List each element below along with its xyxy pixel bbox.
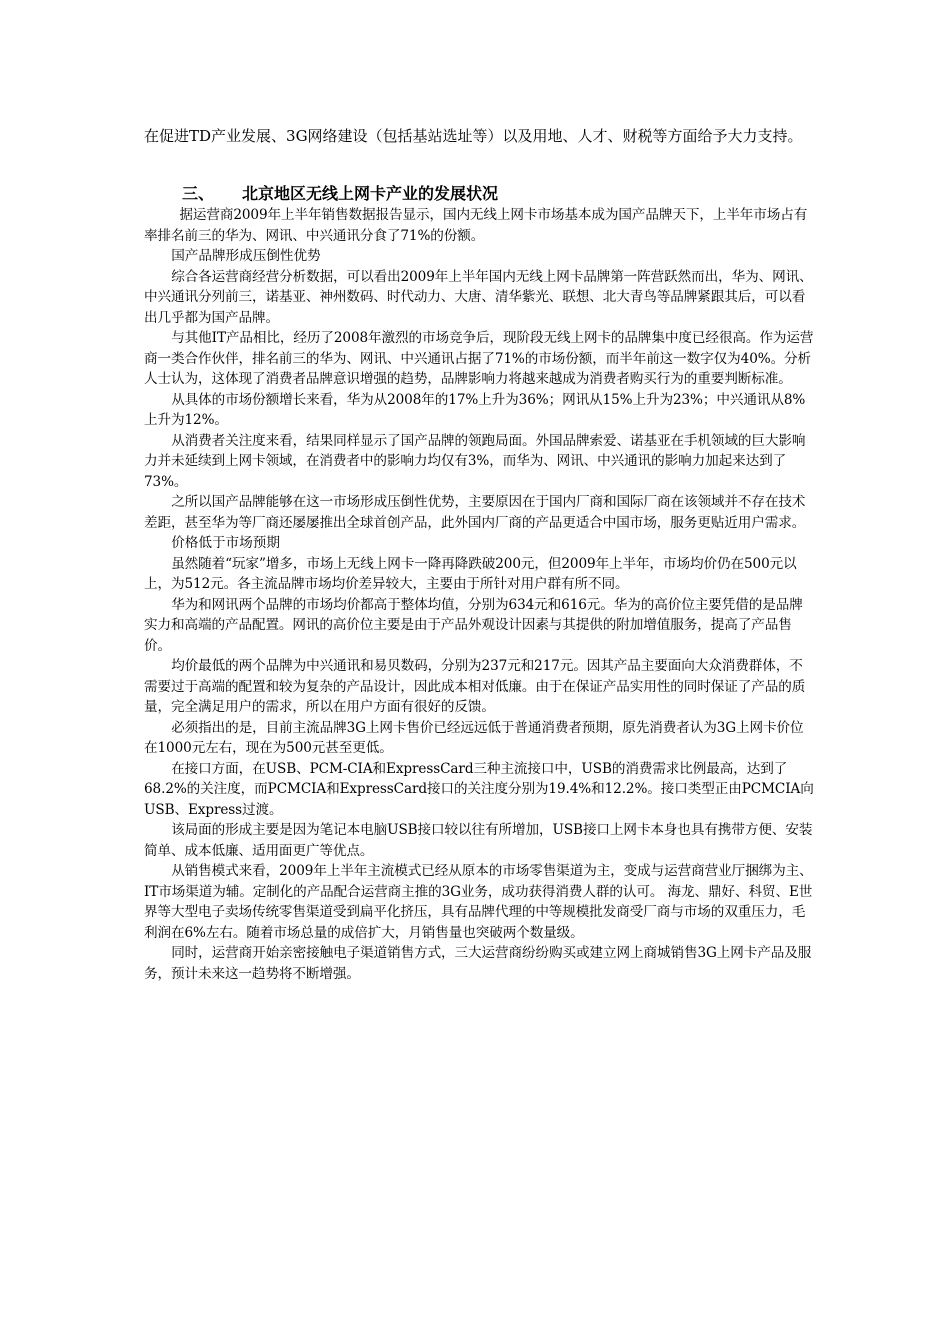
- paragraph: 虽然随着“玩家”增多，市场上无线上网卡一降再降跌破200元，但2009年上半年，市场均价仍在500元以上，为512元。各主流品牌市场均价差异较大，主要由于所针对用户群有所不同。: [144, 555, 797, 592]
- section-heading: [182, 183, 814, 205]
- paragraph: 从消费者关注度来看，结果同样显示了国产品牌的领跑局面。外国品牌索爱、诺基亚在手机领域的巨大影响力并未延续到上网卡领域，在消费者中的影响力均仅有3%，而华为、网讯、中兴通讯的影响力加起来达到了73%。: [144, 432, 806, 490]
- paragraph: 据运营商2009年上半年销售数据报告显示，国内无线上网卡市场基本成为国产品牌天下，上半年市场占有率排名前三的华为、网讯、中兴通讯分食了71%的份额。: [144, 207, 808, 244]
- section-body: [144, 205, 814, 984]
- paragraph: 必须指出的是，目前主流品牌3G上网卡售价已经远远低于普通消费者预期，原先消费者认为3G上网卡价位在1000元左右，现在为500元甚至更低。: [144, 719, 804, 756]
- section-title: 北京地区无线上网卡产业的发展状况: [242, 184, 499, 203]
- subheading: 价格低于市场预期: [171, 535, 280, 551]
- paragraph: 与其他IT产品相比，经历了2008年激烈的市场竞争后，现阶段无线上网卡的品牌集中度已经很高。作为运营商一类合作伙伴，排名前三的华为、网讯、中兴通讯占据了71%的市场份额，而半年前这一数字仅为40%。分析人士认为，这体现了消费者品牌意识增强的趋势，品牌影响力将越来越成为消费者购买行为的重要判断标准。: [144, 330, 814, 387]
- paragraph: 在接口方面，在USB、PCM-CIA和ExpressCard三种主流接口中，USB的消费需求比例最高，达到了68.2%的关注度，而PCMCIA和ExpressCard接口的关注度分别为19.4%和12.2%。接口类型正由PCMCIA向USB、Express过渡。: [144, 760, 814, 818]
- document-page: [144, 124, 814, 984]
- subheading: 国产品牌形成压倒性优势: [171, 248, 321, 264]
- paragraph: 从销售模式来看，2009年上半年主流模式已经从原本的市场零售渠道为主，变成与运营商营业厅捆绑为主、IT市场渠道为辅。定制化的产品配合运营商主推的3G业务，成功获得消费人群的认可。 海龙、鼎好、科贸、E世界等大型电子卖场传统零售渠道受到扁平化挤压，具有品牌代理的中等规模批发商受厂商与市场的双重压力，毛利润在6%左右。随着市场总量的成倍扩大，月销售量也突破两个数量级。: [144, 863, 813, 941]
- intro-paragraph: 在促进TD产业发展、3G网络建设（包括基站选址等）以及用地、人才、财税等方面给予大力支持。: [144, 127, 803, 145]
- paragraph: 同时，运营商开始亲密接触电子渠道销售方式，三大运营商纷纷购买或建立网上商城销售3G上网卡产品及服务，预计未来这一趋势将不断增强。: [144, 945, 812, 982]
- paragraph: 均价最低的两个品牌为中兴通讯和易贝数码，分别为237元和217元。因其产品主要面向大众消费群体，不需要过于高端的配置和较为复杂的产品设计，因此成本相对低廉。由于在保证产品实用性的同时保证了产品的质量，完全满足用户的需求，所以在用户方面有很好的反馈。: [144, 658, 806, 715]
- paragraph: 华为和网讯两个品牌的市场均价都高于整体均值，分别为634元和616元。华为的高价位主要凭借的是品牌实力和高端的产品配置。网讯的高价位主要是由于产品外观设计因素与其提供的附加增值服务，提高了产品售价。: [144, 596, 803, 654]
- section-number: 三、: [182, 184, 215, 203]
- paragraph: 综合各运营商经营分析数据，可以看出2009年上半年国内无线上网卡品牌第一阵营跃然而出，华为、网讯、中兴通讯分列前三，诺基亚、神州数码、时代动力、大唐、清华紫光、联想、北大青鸟等品牌紧跟其后，可以看出几乎都为国产品牌。: [144, 268, 813, 326]
- paragraph: 从具体的市场份额增长来看，华为从2008年的17%上升为36%；网讯从15%上升为23%；中兴通讯从8%上升为12%。: [144, 391, 806, 428]
- paragraph: 该局面的形成主要是因为笔记本电脑USB接口较以往有所增加，USB接口上网卡本身也具有携带方便、安装简单、成本低廉、适用面更广等优点。: [144, 822, 813, 859]
- paragraph: 之所以国产品牌能够在这一市场形成压倒性优势，主要原因在于国内厂商和国际厂商在该领域并不存在技术差距，甚至华为等厂商还屡屡推出全球首创产品，此外国内厂商的产品更适合中国市场，服务更贴近用户需求。: [144, 494, 806, 531]
